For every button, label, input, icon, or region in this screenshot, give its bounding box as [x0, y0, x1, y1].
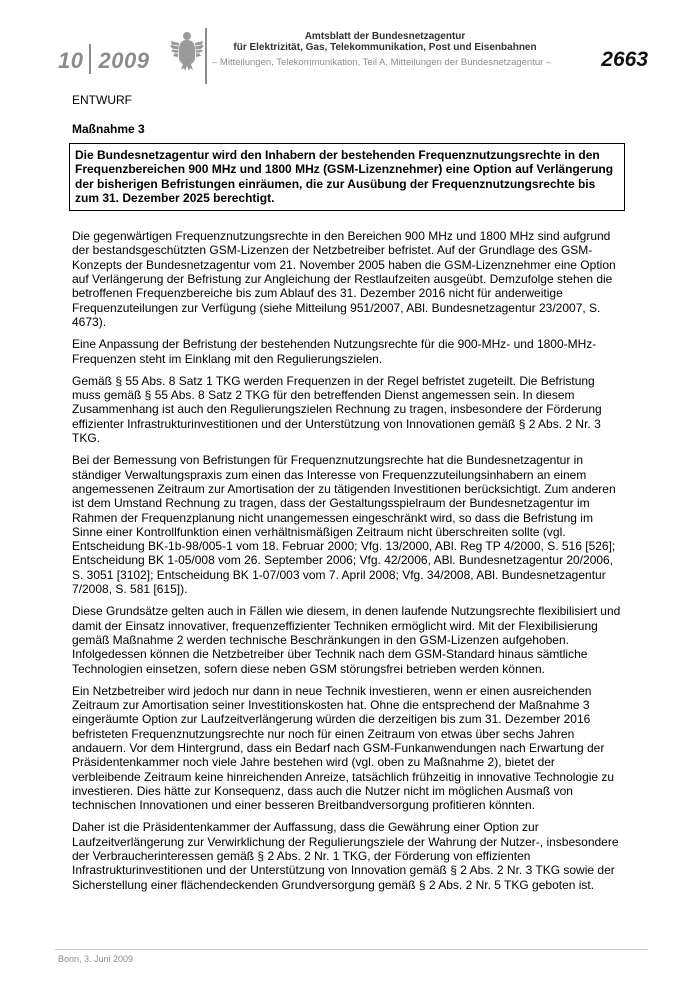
- publication-title-line2: für Elektrizität, Gas, Telekommunikation, Post und Eisenbahnen: [233, 42, 537, 53]
- paragraph-2: Eine Anpassung der Befristung der bestehenden Nutzungsrechte für die 900-MHz- und 1800-MHz-Frequenzen steht im Einklang mit den Regulierungszielen.: [72, 337, 597, 366]
- issue-year: 2009: [98, 48, 150, 73]
- paragraph-4: Bei der Bemessung von Befristungen für Frequenznutzungsrechte hat die Bundesnetzagentur in ständiger Verwaltungspraxis zum einen das Interesse von Frequenzzuteilungsinhabern an einem angemessenen Zeitraum zur Amortisation der zu tätigenden Investitionen berücksichtigt. Zum anderen ist dem Umstand Rechnung zu tragen, dass der Gestaltungsspielraum der Bundesnetzagentur im Rahmen der Frequenzplanung nicht unangemessen eingeschränkt wird, so dass die Befristung im Sinne einer Kontrollfunktion einen verhältnismäßigen Zeitraum nicht überschreiten sollte (vgl. Entscheidung BK-1b-98/005-1 vom 18. Februar 2000; Vfg. 13/2000, ABl. Reg TP 4/2000, S. 516 [526]; Entscheidung BK 1-05/008 vom 26. September 2006; Vfg. 42/2006, ABl. Bundesnetzagentur 20/2006, S. 3051 [3102]; Entscheidung BK 1-07/003 vom 7. April 2008; Vfg. 34/2008, ABl. Bundesnetzagentur 7/2008, S. 581 [615]).: [72, 453, 616, 597]
- publication-title-line1: Amtsblatt der Bundesnetzagentur: [304, 31, 466, 42]
- publication-subtitle: – Mitteilungen, Telekommunikation, Teil A, Mitteilungen der Bundesnetzagentur –: [212, 57, 552, 68]
- header-divider: [205, 28, 207, 84]
- issue-number: 10: [58, 48, 84, 73]
- footer-place-date: Bonn, 3. Juni 2009: [58, 954, 134, 964]
- paragraph-1: Die gegenwärtigen Frequenznutzungsrechte in den Bereichen 900 MHz und 1800 MHz sind aufgrund der bestandsgeschützten GSM-Lizenzen der Netzbetreiber befristet. Auf der Grundlage des GSM-Konzepts der Bundesnetzagentur vom 21. November 2005 haben die GSM-Lizenznehmer eine Option auf Verlängerung der Befristung zur Angleichung der Restlaufzeiten ausgeübt. Demzufolge stehen die betroffenen Frequenzbereiche bis zum Ablauf des 31. Dezember 2016 nicht für anderweitige Frequenzuteilungen zur Verfügung (siehe Mitteilung 951/2007, ABl. Bundesnetzagentur 23/2007, S. 4673).: [72, 229, 616, 329]
- paragraph-7: Daher ist die Präsidentenkammer der Auffassung, dass die Gewährung einer Option zur Laufzeitverlängerung zur Verwirklichung der Regulierungsziele der Wahrung der Nutzer-, insbesondere der Verbraucherinteressen gemäß § 2 Abs. 2 Nr. 1 TKG, der Förderung von effizienten Infrastrukturinvestitionen und der Unterstützung von Innovation gemäß § 2 Abs. 2 Nr. 3 TKG sowie der Sicherstellung einer flächendeckenden Grundversorgung gemäß § 2 Abs. 2 Nr. 5 TKG geboten ist.: [72, 820, 619, 892]
- paragraph-6: Ein Netzbetreiber wird jedoch nur dann in neue Technik investieren, wenn er einen ausreichenden Zeitraum zur Amortisation seiner Investitionskosten hat. Ohne die entsprechend der Maßnahme 3 eingeräumte Option zur Laufzeitverlängerung würden die derzeitigen bis zum 31. Dezember 2016 befristeten Frequenznutzungsrechte nur noch für einen Zeitraum von etwas über sechs Jahren andauern. Vor dem Hintergrund, dass ein Bedarf nach GSM-Funkanwendungen nach Erwartung der Präsidentenkammer noch viele Jahre bestehen wird (vgl. oben zu Maßnahme 2), bietet der verbleibende Zeitraum keine hinreichenden Anreize, tatsächlich frühzeitig in innovative Technologie zu investieren. Dies hätte zur Konsequenz, dass auch die Nutzer nicht im möglichen Ausmaß von technischen Innovationen und einer besseren Breitbandversorgung profitieren könnten.: [72, 683, 615, 813]
- publication-title: [214, 31, 556, 53]
- paragraph-3: Gemäß § 55 Abs. 8 Satz 1 TKG werden Frequenzen in der Regel befristet zugeteilt. Die Befristung muss gemäß § 55 Abs. 8 Satz 2 TKG für den betreffenden Dienst angemessen sein. In diesem Zusammenhang ist auch den Regulierungszielen Rechnung zu tragen, insbesondere der Förderung effizienter Infrastrukturinvestitionen und der Unterstützung von Innovationen gemäß § 2 Abs. 2 Nr. 3 TKG.: [72, 373, 602, 446]
- paragraph-5: Diese Grundsätze gelten auch in Fällen wie diesem, in denen laufende Nutzungsrechte flexibilisiert und damit der Einsatz innovativer, frequenzeffizienter Techniken ermöglicht wird. Mit der Flexibilisierung gemäß Maßnahme 2 werden technische Beschränkungen in den GSM-Lizenzen aufgehoben. Infolgedessen können die Netzbetreiber über Technik nach dem GSM-Standard hinaus sämtliche Technologien einsetzen, sofern diese neben GSM störungsfrei betrieben werden können.: [72, 604, 621, 676]
- footer-divider: [55, 949, 648, 950]
- draft-label: ENTWURF: [72, 93, 132, 107]
- measure-heading: Maßnahme 3: [72, 122, 145, 136]
- page-number: 2663: [601, 48, 648, 71]
- issue-number-year: [58, 44, 149, 74]
- issue-separator: [89, 44, 91, 74]
- federal-eagle-icon: [170, 28, 204, 72]
- decision-box: Die Bundesnetzagentur wird den Inhabern der bestehenden Frequenznutzungsrechte in den Frequenzbereichen 900 MHz und 1800 MHz (GSM-Lizenznehmer) eine Option auf Verlängerung der bisherigen Befristungen einräumen, die zur Ausübung der Frequenznutzungsrechte bis zum 31. Dezember 2025 berechtigt.: [69, 143, 625, 211]
- document-body: [72, 93, 621, 900]
